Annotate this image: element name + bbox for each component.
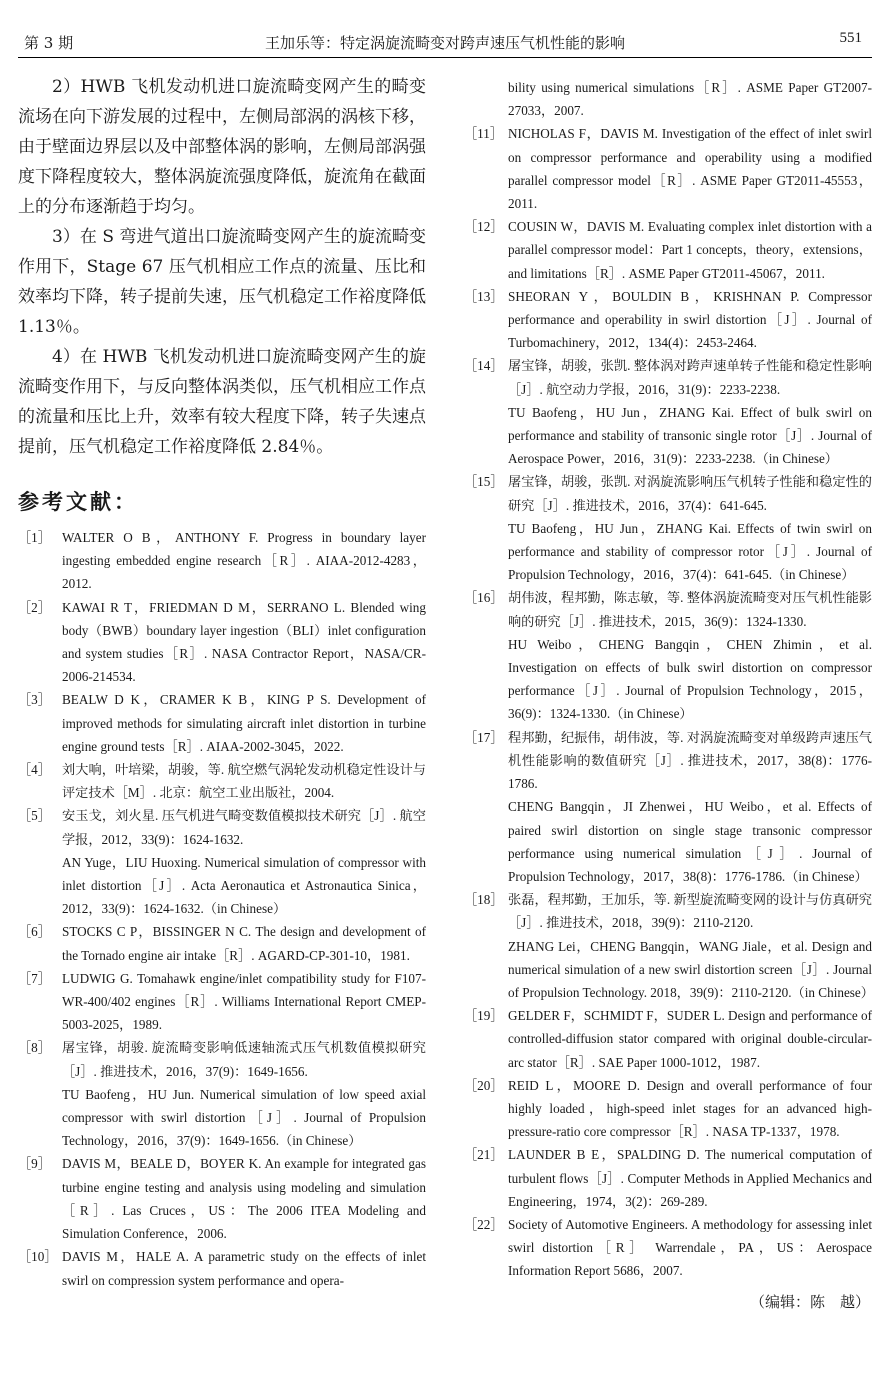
reference-number: ［20］ <box>464 1077 504 1093</box>
reference-item <box>464 888 872 1004</box>
reference-text: LAUNDER B E，SPALDING D. The numerical computation of turbulent flows［J］. Computer Methods in Applied Mechanics and Engineering，1974，3(2)：269-289. <box>508 1147 872 1209</box>
reference-item <box>464 586 872 725</box>
reference-item <box>18 804 426 920</box>
reference-text: WALTER O B，ANTHONY F. Progress in boundary layer ingesting embedded engine research［R］. AIAA-2012-4283，2012. <box>62 530 426 592</box>
reference-item <box>18 526 426 596</box>
reference-text: DAVIS M，HALE A. A parametric study on the effects of inlet swirl on compression system performance and opera- <box>62 1249 426 1288</box>
reference-item <box>464 1074 872 1144</box>
issue-number: 第 3 期 <box>24 34 74 52</box>
reference-list-left <box>18 526 426 1292</box>
reference-continuation: bility using numerical simulations［R］. ASME Paper GT2007-27033，2007. <box>508 80 872 119</box>
reference-number: ［18］ <box>464 892 504 908</box>
reference-item <box>464 215 872 285</box>
reference-text: COUSIN W，DAVIS M. Evaluating complex inlet distortion with a parallel compressor model：Part 1 concepts，theory，extensions，and limitations［R］. ASME Paper GT2011-45067，2011. <box>508 219 872 281</box>
reference-text-english: TU Baofeng，HU Jun. Numerical simulation of low speed axial compressor with swirl distortion［J］. Journal of Propulsion Technology，2016，37(9)：1649-1656.（in Chinese） <box>62 1086 426 1149</box>
reference-number: ［6］ <box>18 924 51 940</box>
reference-number: ［7］ <box>18 970 51 986</box>
reference-item <box>464 122 872 215</box>
reference-item <box>18 920 426 966</box>
reference-text: 安玉戈，刘火星. 压气机进气畸变数值模拟技术研究［J］. 航空学报，2012，33(9)：1624-1632. <box>62 808 426 847</box>
reference-list-right <box>464 122 872 1282</box>
reference-text: 屠宝锋，胡骏. 旋流畸变影响低速轴流式压气机数值模拟研究［J］. 推进技术，2016，37(9)：1649-1656. <box>62 1040 426 1079</box>
reference-number: ［21］ <box>464 1147 504 1163</box>
reference-number: ［8］ <box>18 1040 51 1056</box>
reference-text: Society of Automotive Engineers. A methodology for assessing inlet swirl distortion［R］ Warrendale，PA，US：Aerospace Information Report 5686，2007. <box>508 1216 872 1279</box>
reference-item <box>18 1036 426 1152</box>
reference-item <box>18 688 426 758</box>
reference-number: ［2］ <box>18 599 51 615</box>
reference-number: ［17］ <box>464 729 504 745</box>
reference-number: ［12］ <box>464 219 504 235</box>
reference-text: DAVIS M，BEALE D，BOYER K. An example for integrated gas turbine engine testing and analysis using modeling and simulation［R］. Las Cruces，US：The 2006 ITEA Modeling and Simulation Conference，2006. <box>62 1156 426 1242</box>
reference-text: 程邦勤，纪振伟，胡伟波，等. 对涡旋流畸变对单级跨声速压气机性能影响的数值研究［J］. 推进技术，2017，38(8)：1776-1786. <box>508 729 872 792</box>
reference-item <box>464 470 872 586</box>
reference-text-english: AN Yuge，LIU Huoxing. Numerical simulation of compressor with inlet distortion［J］. Acta Aeronautica et Astronautica Sinica，2012，33(9)：1624-1632.（in Chinese） <box>62 854 426 917</box>
reference-item <box>464 1143 872 1213</box>
conclusions <box>18 72 426 462</box>
reference-number: ［19］ <box>464 1008 504 1024</box>
reference-text: GELDER F，SCHMIDT F，SUDER L. Design and performance of controlled-diffusion stator compared with original double-circular-arc stator［R］. SAE Paper 1000-1012，1987. <box>508 1008 872 1070</box>
left-column <box>18 72 426 1292</box>
reference-item <box>464 1213 872 1283</box>
reference-number: ［9］ <box>18 1156 51 1172</box>
reference-item <box>18 596 426 689</box>
reference-text: KAWAI R T，FRIEDMAN D M，SERRANO L. Blended wing body（BWB）boundary layer ingestion（BLI）inlet configuration and system studies［R］. NASA Contractor Report，NASA/CR-2006-214534. <box>62 599 426 685</box>
running-header <box>18 0 872 58</box>
reference-number: ［15］ <box>464 474 504 490</box>
reference-text: NICHOLAS F，DAVIS M. Investigation of the effect of inlet swirl on compressor performance and operability using a modified parallel compressor model［R］. ASME Paper GT2011-45553，2011. <box>508 126 872 212</box>
conclusion-paragraph: 3）在 S 弯进气道出口旋流畸变网产生的旋流畸变作用下，Stage 67 压气机相应工作点的流量、压比和效率均下降，转子提前失速，压气机稳定工作裕度降低 1.13％。 <box>18 227 426 337</box>
reference-text: SHEORAN Y，BOULDIN B，KRISHNAN P. Compressor performance and operability in swirl distortion［J］. Journal of Turbomachinery，2012，134(4)：2453-2464. <box>508 288 872 351</box>
reference-number: ［22］ <box>464 1216 504 1232</box>
reference-item <box>464 354 872 470</box>
reference-item <box>464 1004 872 1074</box>
reference-number: ［3］ <box>18 692 51 708</box>
reference-text: STOCKS C P，BISSINGER N C. The design and development of the Tornado engine air intake［R］. AGARD-CP-301-10，1981. <box>62 924 426 963</box>
reference-item <box>18 967 426 1037</box>
references-heading: 参考文献： <box>18 490 138 514</box>
reference-text-english: TU Baofeng，HU Jun，ZHANG Kai. Effects of twin swirl on performance and stability of compressor rotor［J］. Journal of Propulsion Technology，2016，37(4)：641-645.（in Chinese） <box>508 520 872 583</box>
reference-number: ［14］ <box>464 358 504 374</box>
reference-number: ［10］ <box>18 1249 58 1265</box>
reference-text-english: ZHANG Lei，CHENG Bangqin，WANG Jiale，et al. Design and numerical simulation of a new swirl distortion screen［J］. Journal of Propulsion Technology. 2018，39(9)：2110-2120.（in Chinese） <box>508 938 874 1000</box>
reference-text-english: CHENG Bangqin，JI Zhenwei，HU Weibo，et al. Effects of paired swirl distortion on single stage transonic compressor performance using numerical simulation［J］. Journal of Propulsion Technology，2017，38(8)：1776-1786.（in Chinese） <box>508 799 872 884</box>
editor-credit: （编辑：陈 越） <box>749 1292 870 1311</box>
reference-number: ［4］ <box>18 762 51 778</box>
reference-text: REID L，MOORE D. Design and overall performance of four highly loaded，high-speed inlet stages for an advanced high-pressure-ratio core compressor［R］. NASA TP-1337，1978. <box>508 1077 872 1140</box>
reference-number: ［13］ <box>464 288 504 304</box>
reference-number: ［11］ <box>464 126 504 142</box>
reference-item <box>18 758 426 804</box>
reference-number: ［16］ <box>464 590 504 606</box>
reference-item <box>464 285 872 355</box>
page-number: 551 <box>839 30 862 46</box>
reference-item <box>18 1245 426 1291</box>
reference-text-english: TU Baofeng，HU Jun，ZHANG Kai. Effect of bulk swirl on performance and stability of transonic single rotor［J］. Journal of Aerospace Power，2016，31(9)：2233-2238.（in Chinese） <box>508 404 872 467</box>
reference-text: 刘大响，叶培梁，胡骏，等. 航空燃气涡轮发动机稳定性设计与评定技术［M］. 北京：航空工业出版社，2004. <box>62 762 426 801</box>
reference-number: ［5］ <box>18 808 51 824</box>
reference-text: 屠宝锋，胡骏，张凯. 整体涡对跨声速单转子性能和稳定性影响［J］. 航空动力学报，2016，31(9)：2233-2238. <box>508 358 872 397</box>
reference-text: 胡伟波，程邦勤，陈志敏，等. 整体涡旋流畸变对压气机性能影响的研究［J］. 推进技术，2015，36(9)：1324-1330. <box>508 590 872 629</box>
reference-text: BEALW D K，CRAMER K B，KING P S. Development of improved methods for simulating aircraft inlet distortion in turbine engine ground tests［R］. AIAA-2002-3045，2022. <box>62 692 426 754</box>
conclusion-paragraph: 4）在 HWB 飞机发动机进口旋流畸变网产生的旋流畸变作用下，与反向整体涡类似，压气机相应工作点的流量和压比上升，效率有较大程度下降，转子失速点提前，压气机稳定工作裕度降低 2.84％。 <box>18 347 426 457</box>
reference-number: ［1］ <box>18 530 51 545</box>
reference-text: 张磊，程邦勤，王加乐，等. 新型旋流畸变网的设计与仿真研究［J］. 推进技术，2018，39(9)：2110-2120. <box>508 892 872 931</box>
running-title: 王加乐等：特定涡旋流畸变对跨声速压气机性能的影响 <box>264 34 625 52</box>
reference-text-english: HU Weibo，CHENG Bangqin，CHEN Zhimin，et al. Investigation on effects of bulk swirl distortion on compressor performance［J］. Journal of Propulsion Technology，2015，36(9)：1324-1330.（in Chinese） <box>508 636 872 722</box>
reference-text: 屠宝锋，胡骏，张凯. 对涡旋流影响压气机转子性能和稳定性的研究［J］. 推进技术，2016，37(4)：641-645. <box>508 474 872 513</box>
right-column <box>464 76 872 1312</box>
reference-item <box>464 726 872 888</box>
reference-text: LUDWIG G. Tomahawk engine/inlet compatibility study for F107-WR-400/402 engines［R］. Williams International Report CMEP-5003-2025，1989. <box>62 970 426 1033</box>
reference-item <box>18 1152 426 1245</box>
conclusion-paragraph: 2）HWB 飞机发动机进口旋流畸变网产生的畸变流场在向下游发展的过程中，左侧局部涡的涡核下移，由于壁面边界层以及中部整体涡的影响，左侧局部涡强度下降程度较大，整体涡旋流强度降低，旋流角在截面上的分布逐渐趋于均匀。 <box>18 77 426 217</box>
